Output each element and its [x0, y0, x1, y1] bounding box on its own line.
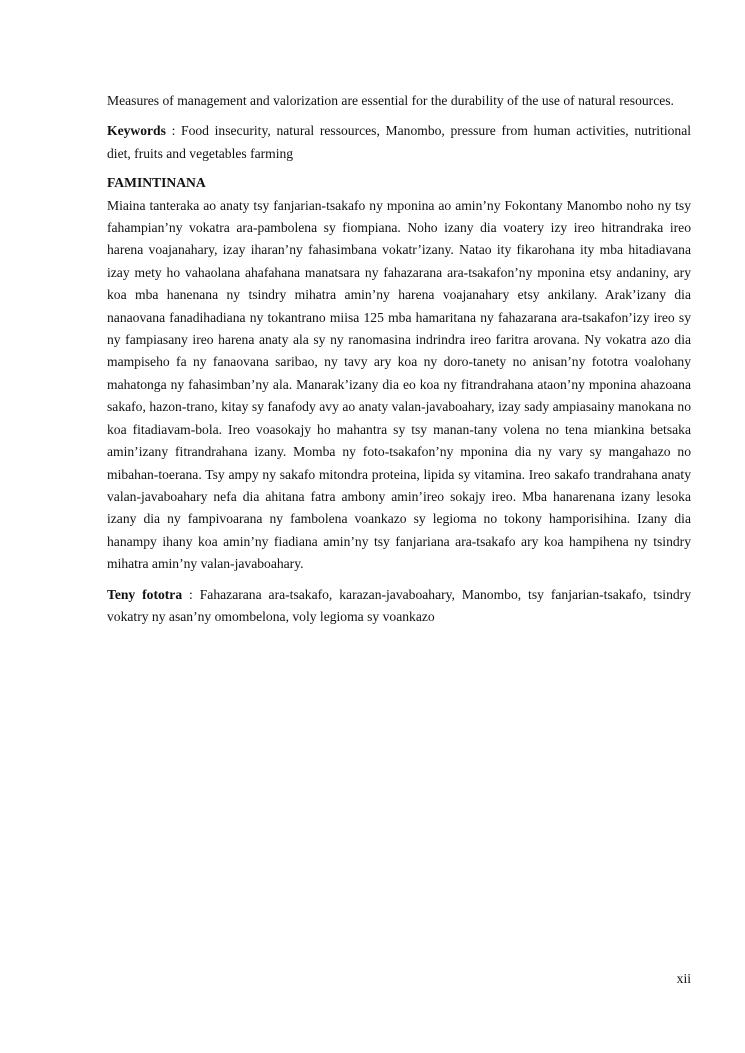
teny-fototra-separator: :	[182, 586, 200, 602]
page-content	[107, 90, 691, 635]
famintinana-body: Miaina tanteraka ao anaty tsy fanjarian-tsakafo ny mponina ao amin’ny Fokontany Manombo noho ny tsy fahampian’ny vokatra ara-pambolena sy fiompiana. Noho izany dia voatery izy ireo hitrandraka ireo harena voajanahary, izay iharan’ny fahasimbana vokatr’izany. Natao ity fikarohana ity mba hitadiavana izay mety ho vahaolana ahafahana manatsara ny fahazarana ara-tsakafon’ny mponina etsy andaniny, ary koa mba hanenana ny tsindry mihatra amin’ny harena voajanahary etsy ankilany. Arak’izany dia nanaovana fanadihadiana ny tokantrano miisa 125 mba hamaritana ny fahazarana ara-tsakafon’izy ireo sy ny fampiasany ireo harena anaty ala sy ny ranomasina indrindra ireo faritra arovana. Ny vokatra azo dia mampiseho fa ny fanaovana saribao, ny tavy ary koa ny doro-tanety no anisan’ny fototra voalohany mahatonga ny fahasimban’ny ala. Manarak’izany dia eo koa ny fitrandrahana ataon’ny mponina ahazoana sakafo, hazon-trano, kitay sy fanafody avy ao anaty valan-javaboahary, izay sady ampiasainy manokana no koa fitadiavam-bola. Ireo voasokajy ho mahantra sy tsy manan-tany volena no tena miankina betsaka amin’izany fitrandrahana izany. Momba ny foto-tsakafon’ny mponina dia ny vary sy mangahazo no mibahan-toerana. Tsy ampy ny sakafo mitondra proteina, lipida sy vitamina. Ireo sakafo trandrahana anaty valan-javaboahary nefa dia ahitana fatra ambony amin’ireo sokajy ireo. Mba hanarenana izany lesoka izany dia ny fampivoarana ny fambolena voankazo sy legioma no tokony hamporisihina. Izany dia hanampy ihany koa amin’ny fiadiana amin’ny tsy fanjariana ara-tsakafo ary koa hampihena ny tsindry mihatra amin’ny valan-javaboahary.	[107, 197, 691, 572]
famintinana-heading: FAMINTINANA	[107, 175, 206, 191]
teny-fototra-label: Teny fototra	[107, 586, 183, 602]
intro-paragraph: Measures of management and valorization are essential for the durability of the use of natural resources.	[107, 93, 674, 108]
keywords-paragraph	[107, 120, 691, 165]
teny-fototra-text: Fahazarana ara-tsakafo, karazan-javaboahary, Manombo, tsy fanjarian-tsakafo, tsindry vokatry ny asan’ny omombelona, voly legioma sy voankazo	[107, 586, 691, 624]
keywords-label: Keywords	[107, 123, 166, 139]
keywords-text: Food insecurity, natural ressources, Manombo, pressure from human activities, nutritional diet, fruits and vegetables farming	[107, 123, 691, 161]
keywords-separator: :	[165, 123, 182, 139]
teny-fototra-paragraph	[107, 584, 691, 629]
page-number: xii	[676, 971, 691, 986]
